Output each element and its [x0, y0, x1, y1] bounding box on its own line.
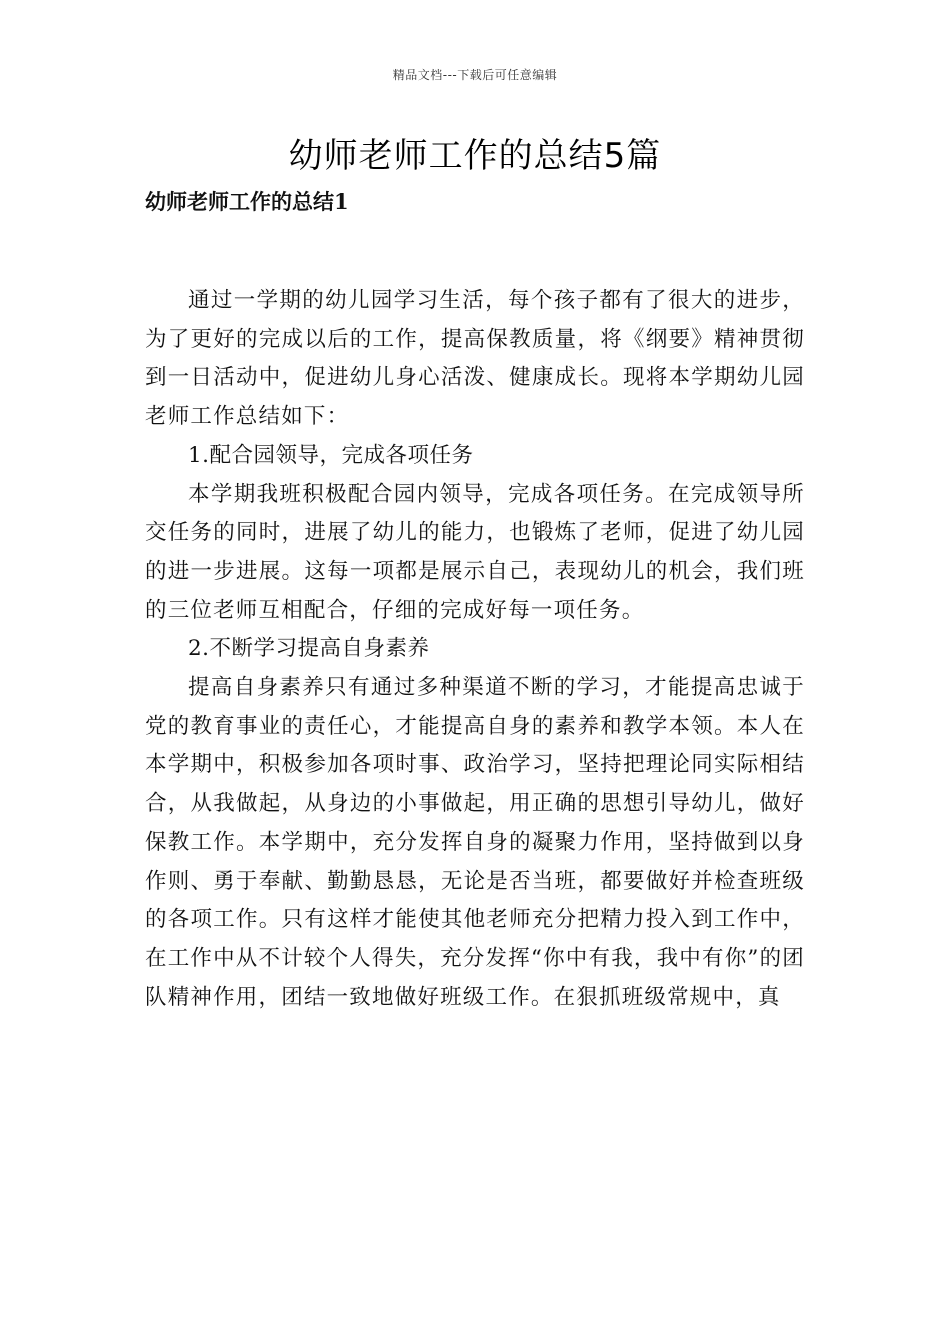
paragraph-1: 本学期我班积极配合园内领导，完成各项任务。在完成领导所交任务的同时，进展了幼儿的能力，也锻炼了老师，促进了幼儿园的进一步进展。这每一项都是展示自己，表现幼儿的机会，我们班的三位老师互相配合，仔细的完成好每一项任务。 [145, 481, 805, 623]
document-title: 幼师老师工作的总结5篇 [288, 136, 662, 176]
header-note: 精品文档---下载后可任意编辑 [392, 68, 558, 82]
subheading-2: 2.不断学习提高自身素养 [188, 636, 430, 662]
subheading-1: 1.配合园领导，完成各项任务 [188, 442, 474, 468]
paragraph-intro: 通过一学期的幼儿园学习生活，每个孩子都有了很大的进步，为了更好的完成以后的工作，提高保教质量，将《纲要》精神贯彻到一日活动中，促进幼儿身心活泼、健康成长。现将本学期幼儿园老师工作总结如下： [145, 288, 805, 430]
section-heading: 幼师老师工作的总结1 [145, 189, 349, 214]
document-body [145, 282, 805, 1017]
paragraph-2: 提高自身素养只有通过多种渠道不断的学习，才能提高忠诚于党的教育事业的责任心，才能提高自身的素养和教学本领。本人在本学期中，积极参加各项时事、政治学习，坚持把理论同实际相结合，从我做起，从身边的小事做起，用正确的思想引导幼儿，做好保教工作。本学期中，充分发挥自身的凝聚力作用，坚持做到以身作则、勇于奉献、勤勤恳恳，无论是否当班，都要做好并检查班级的各项工作。只有这样才能使其他老师充分把精力投入到工作中，在工作中从不计较个人得失，充分发挥“你中有我，我中有你”的团队精神作用，团结一致地做好班级工作。在狠抓班级常规中，真 [145, 675, 805, 1010]
